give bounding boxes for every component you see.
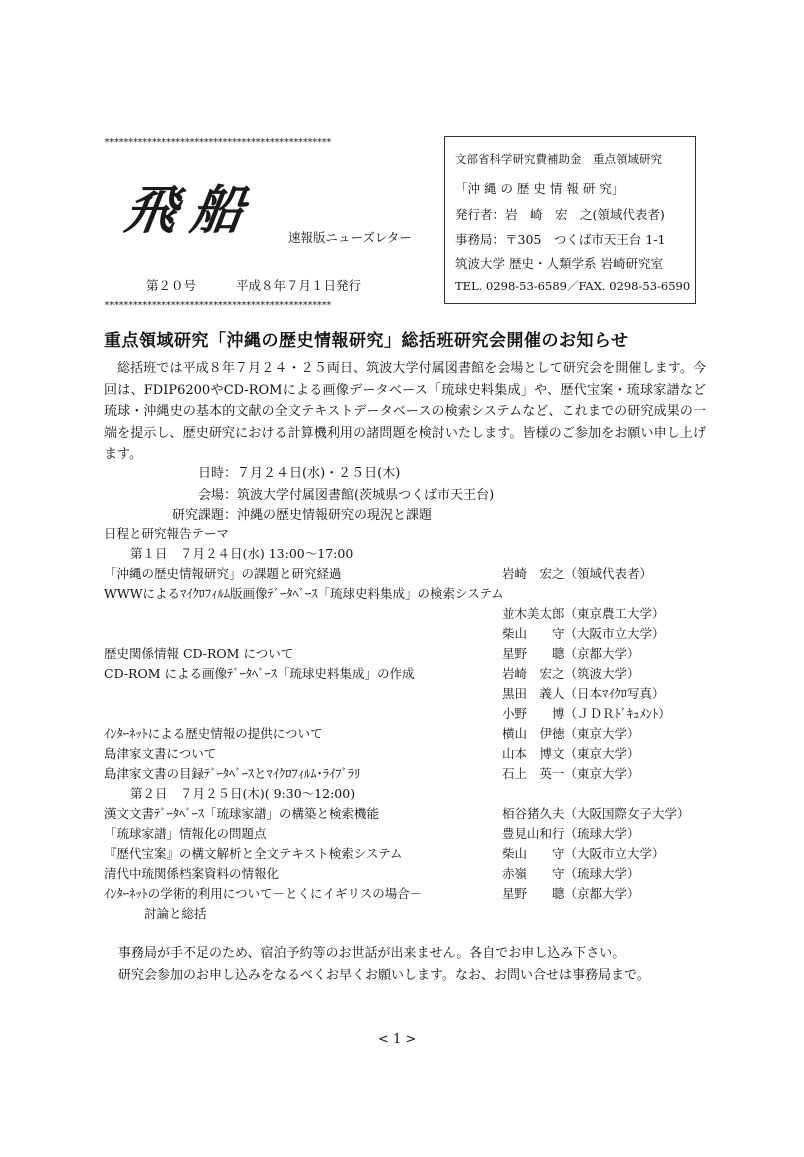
notice-headline: 重点領域研究「沖縄の歴史情報研究」総括班研究会開催のお知らせ [104,331,629,351]
program-row [104,624,704,644]
program-title: 「沖縄の歴史情報研究」の課題と研究経過 [104,566,342,581]
day2-heading: 第２日 ７月２５日(木)( 9:30～12:00) [130,786,356,801]
program-title: ｲﾝﾀｰﾈｯﾄによる歴史情報の提供について [104,726,323,741]
program-title: 清代中琉関係档案資料の情報化 [104,866,280,881]
masthead-star-border-bottom: ************************************************ [104,300,331,311]
program-title: ｲﾝﾀｰﾈｯﾄの学術的利用について－とくにイギリスの場合－ [104,886,423,901]
program-speaker: 岩崎 宏之（領域代表者） [502,566,653,581]
program-speaker: 横山 伊徳（東京大学） [502,726,640,741]
schedule-heading: 日程と研究報告テーマ [104,526,230,541]
program-speaker: 柴山 守（大阪市立大学） [502,846,665,861]
program-row [104,844,704,864]
meeting-datetime: 日時：７月２４日(水)・２５日(木) [198,466,401,481]
program-speaker: 栢谷猪久夫（大阪国際女子大学） [502,806,690,821]
program-row [104,744,704,764]
closing-discussion: 討論と総括 [144,906,207,921]
program-speaker: 星野 聰（京都大学） [502,886,640,901]
program-speaker: 並木美太郎（東京農工大学） [502,606,665,621]
program-row [104,644,704,664]
footer-note-lodging: 事務局が手不足のため、宿泊予約等のお世話が出来ません。各自でお申し込み下さい。 [118,946,626,961]
program-speaker: 豊見山和行（琉球大学） [502,826,640,841]
program-row [104,664,704,684]
meeting-theme: 研究課題：沖縄の歴史情報研究の現況と課題 [172,508,433,523]
program-row [104,704,704,724]
program-title: 島津家文書の目録ﾃﾞｰﾀﾍﾞｰｽとﾏｲｸﾛﾌｨﾙﾑ･ﾗｲﾌﾞﾗﾘ [104,766,361,781]
program-speaker: 星野 聰（京都大学） [502,646,640,661]
day1-heading: 第１日 ７月２４日(水) 13:00～17:00 [130,546,354,561]
program-speaker: 石上 英一（東京大学） [502,766,640,781]
masthead-star-border-top: ************************************************ [104,137,331,148]
info-line-publisher: 発行者：岩 崎 宏 之(領域代表者) [455,207,665,222]
program-row [104,864,704,884]
info-line-office: 事務局：〒305 つくば市天王台 1-1 [455,232,666,247]
program-title: 『歴代宝案』の構文解析と全文テキスト検索システム [104,846,403,861]
program-row [104,684,704,704]
program-row [104,584,704,604]
program-row [104,724,704,744]
program-row [104,884,704,904]
program-speaker: 山本 博文（東京大学） [502,746,640,761]
program-title: 漢文文書ﾃﾞｰﾀﾍﾞｰｽ「琉球家譜」の構築と検索機能 [104,806,380,821]
newsletter-subtitle: 速報版ニューズレター [288,230,412,245]
publisher-info-box [444,136,696,304]
program-title: 歴史関係情報 CD-ROM について [104,646,294,661]
program-speaker: 小野 博（ＪＤＲﾄﾞｷｭﾒﾝﾄ） [502,706,671,721]
program-speaker: 柴山 守（大阪市立大学） [502,626,665,641]
notice-body: 総括班では平成８年７月２４・２５両日、筑波大学付属図書館を会場として研究会を開催します。今回は、FDIP6200やCD-ROMによる画像データベース「琉球史料集成」や、歴代宝案・琉球家譜など琉球・沖縄史の基本的文献の全文テキストデータベースの検索システムなど、これまでの研究成果の一端を提示し、歴史研究における計算機利用の諸問題を検討いたします。皆様のご参加をお願い申し上げます。 [104,361,706,463]
info-line-grant: 文部省科学研究費補助金 重点領域研究 [455,152,662,166]
info-line-affiliation: 筑波大学 歴史・人類学系 岩崎研究室 [455,256,663,271]
newsletter-title: 飛船 [121,180,262,241]
program-title: 島津家文書について [104,746,217,761]
program-speaker: 岩崎 宏之（筑波大学） [502,666,640,681]
program-speaker: 黒田 義人（日本ﾏｲｸﾛ写真） [502,686,665,701]
program-row [104,564,704,584]
program-speaker: 赤嶺 守（琉球大学） [502,866,640,881]
program-row [104,764,704,784]
issue-number: 第２０号 [146,278,197,293]
issue-date: 平成８年７月１日発行 [236,278,362,293]
info-line-project: 「沖 縄 の 歴 史 情 報 研 究」 [455,181,625,196]
program-title: WWWによるﾏｲｸﾛﾌｨﾙﾑ版画像ﾃﾞｰﾀﾍﾞｰｽ「琉球史料集成」の検索システム [104,586,504,601]
footer-note-registration: 研究会参加のお申し込みをなるべくお早くお願いします。なお、お問い合せは事務局まで。 [118,968,650,983]
meeting-venue: 会場：筑波大学付属図書館(茨城県つくば市天王台) [198,488,495,503]
page-number: < 1 > [378,1032,417,1047]
info-line-contact: TEL. 0298-53-6589／FAX. 0298-53-6590 [455,279,691,293]
program-row [104,824,704,844]
program-title: CD-ROM による画像ﾃﾞｰﾀﾍﾞｰｽ「琉球史料集成」の作成 [104,666,415,681]
program-row [104,804,704,824]
program-row [104,604,704,624]
program-title: 「琉球家譜」情報化の問題点 [104,826,267,841]
